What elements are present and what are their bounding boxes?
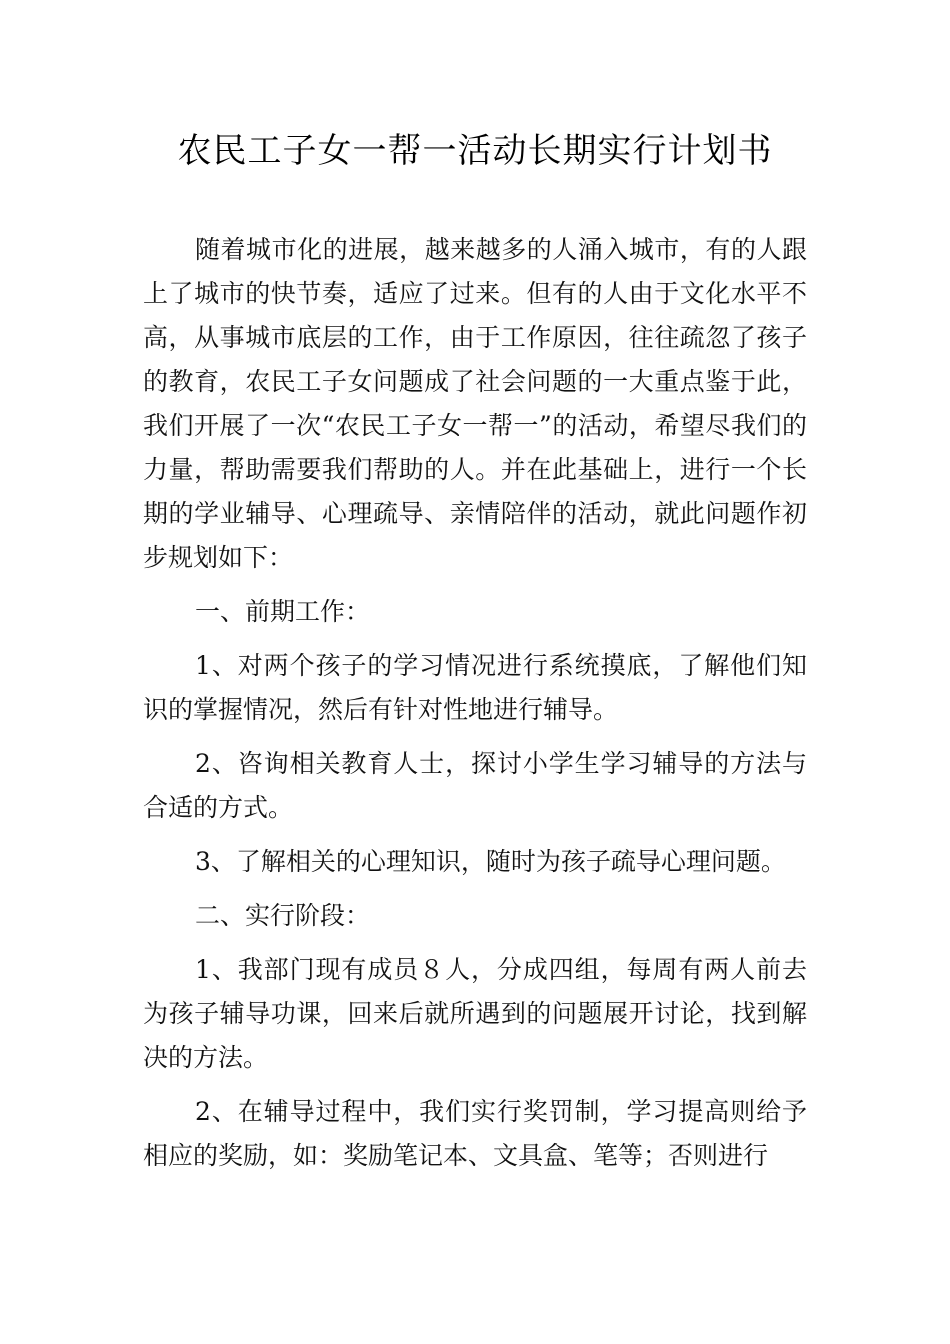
paragraph-early-3: 3、了解相关的心理知识，随时为孩子疏导心理问题。: [195, 847, 786, 876]
section-heading-implementation: 二、实行阶段：: [195, 901, 371, 930]
document-title: 农民工子女一帮一活动长期实行计划书: [177, 131, 773, 171]
section-heading-early-work: 一、前期工作：: [195, 597, 371, 626]
paragraph-early-1: 1、对两个孩子的学习情况进行系统摸底，了解他们知识的掌握情况，然后有针对性地进行辅导。: [143, 651, 807, 724]
paragraph-intro: 随着城市化的进展，越来越多的人涌入城市，有的人跟上了城市的快节奏，适应了过来。但有的人由于文化水平不高，从事城市底层的工作，由于工作原因，往往疏忽了孩子的教育，农民工子女问题成了社会问题的一大重点鉴于此，我们开展了一次“农民工子女一帮一”的活动，希望尽我们的力量，帮助需要我们帮助的人。并在此基础上，进行一个长期的学业辅导、心理疏导、亲情陪伴的活动，就此问题作初步规划如下：: [143, 235, 807, 572]
paragraph-early-2: 2、咨询相关教育人士，探讨小学生学习辅导的方法与合适的方式。: [143, 749, 807, 822]
paragraph-impl-2: 2、在辅导过程中，我们实行奖罚制，学习提高则给予相应的奖励，如：奖励笔记本、文具盒、笔等；否则进行: [143, 1097, 807, 1170]
document-body: [143, 228, 807, 1188]
paragraph-impl-1: 1、我部门现有成员８人，分成四组，每周有两人前去为孩子辅导功课，回来后就所遇到的问题展开讨论，找到解决的方法。: [143, 955, 807, 1072]
